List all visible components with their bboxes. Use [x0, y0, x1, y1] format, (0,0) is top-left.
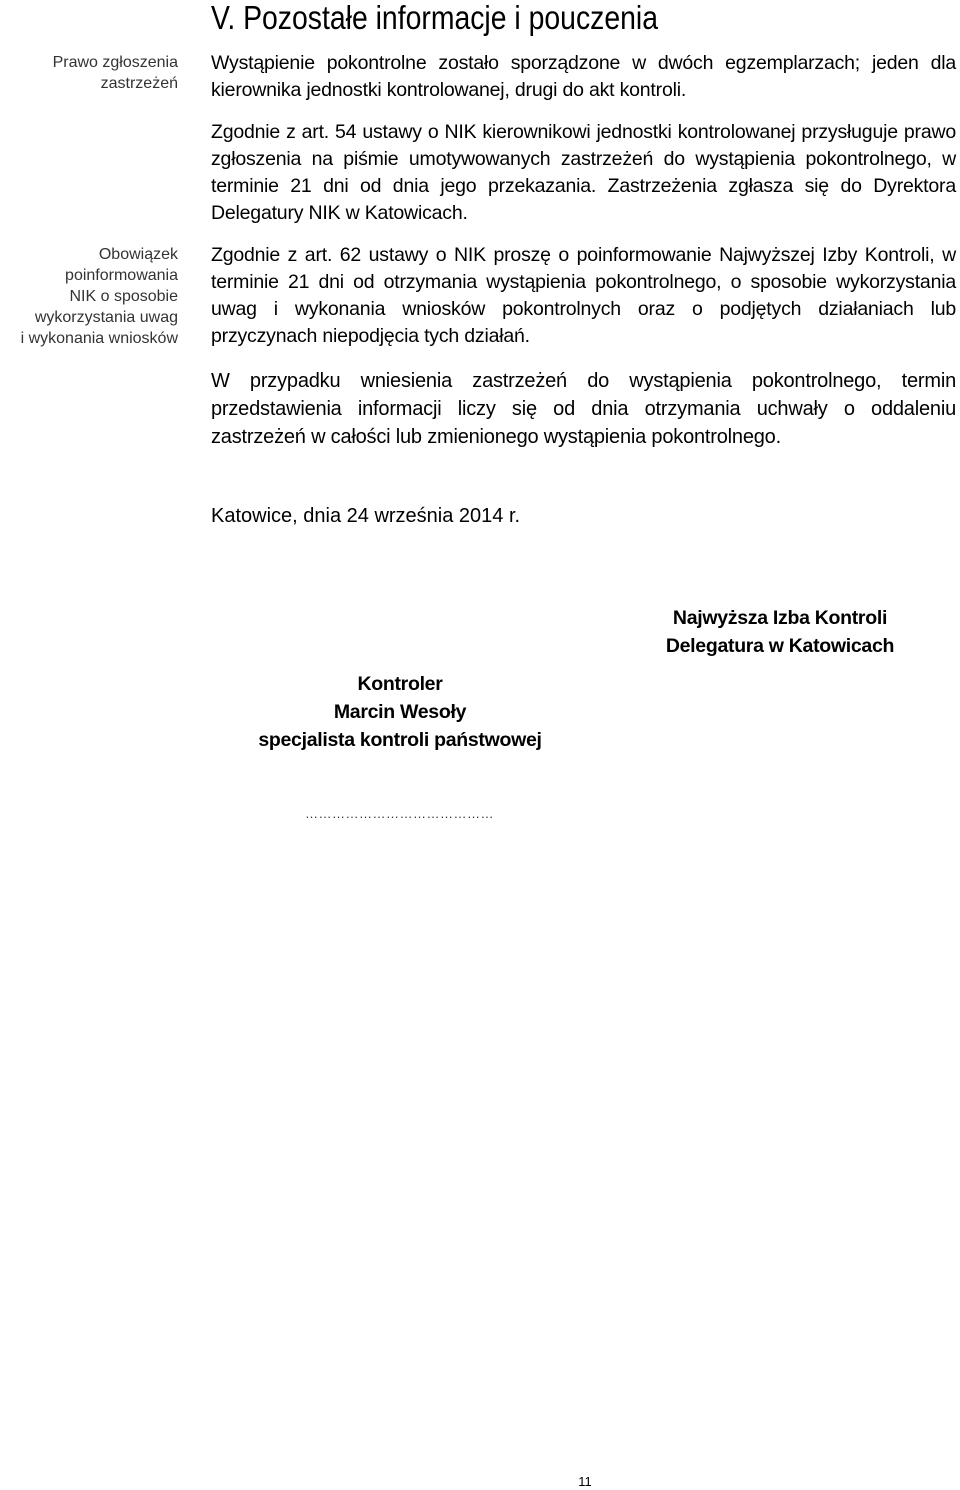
- signature-line: Najwyższa Izba Kontroli: [672, 607, 888, 629]
- paragraph-deadline: W przypadku wniesienia zastrzeżeń do wystąpienia pokontrolnego, termin przedstawienia informacji liczy się od dnia otrzymania uchwały o oddaleniu zastrzeżeń w całości lub zmienionego wystąpienia pokontrolnego.: [211, 370, 956, 448]
- paragraph-copies: Wystąpienie pokontrolne zostało sporządzone w dwóch egzemplarzach; jeden dla kierownika jednostki kontrolowanej, drugi do akt kontroli.: [211, 52, 956, 101]
- margin-note-line: wykorzystania uwag: [34, 309, 178, 326]
- margin-note-line: poinformowania: [65, 267, 178, 284]
- margin-note-line: i wykonania wniosków: [20, 330, 178, 347]
- paragraph-objections: Zgodnie z art. 54 ustawy o NIK kierownikowi jednostki kontrolowanej przysługuje prawo zgłoszenia na piśmie umotywowanych zastrzeżeń do wystąpienia pokontrolnego, w terminie 21 dni od dnia jego przekazania. Zastrzeżenia zgłasza się do Dyrektora Delegatury NIK w Katowicach.: [211, 121, 956, 224]
- signature-line: Delegatura w Katowicach: [665, 635, 895, 657]
- signature-block-controller: [230, 670, 570, 754]
- margin-note-line: Obowiązek: [98, 246, 178, 263]
- signature-line: specjalista kontroli państwowej: [258, 729, 542, 751]
- signature-dotted-line: ……………………………………: [305, 806, 494, 821]
- page-number: 11: [578, 1474, 592, 1489]
- signature-line: Marcin Wesoły: [333, 701, 467, 723]
- margin-note-line: Prawo zgłoszenia: [52, 54, 178, 71]
- margin-note-line: zastrzeżeń: [100, 75, 178, 92]
- section-heading: V. Pozostałe informacje i pouczenia: [211, 0, 658, 36]
- signature-block-nik: [640, 604, 920, 660]
- margin-note-line: NIK o sposobie: [69, 288, 178, 305]
- paragraph-information-request: Zgodnie z art. 62 ustawy o NIK proszę o poinformowanie Najwyższej Izby Kontroli, w terminie 21 dni od otrzymania wystąpienia pokontrolnego, o sposobie wykorzystania uwag i wykonania wniosków pokontrolnych oraz o podjętych działaniach lub przyczynach niepodjęcia tych działań.: [211, 244, 956, 347]
- date-line: Katowice, dnia 24 września 2014 r.: [211, 505, 521, 527]
- margin-note-objection-right: [0, 52, 178, 94]
- margin-note-information-duty: [0, 244, 178, 349]
- signature-line: Kontroler: [357, 673, 443, 695]
